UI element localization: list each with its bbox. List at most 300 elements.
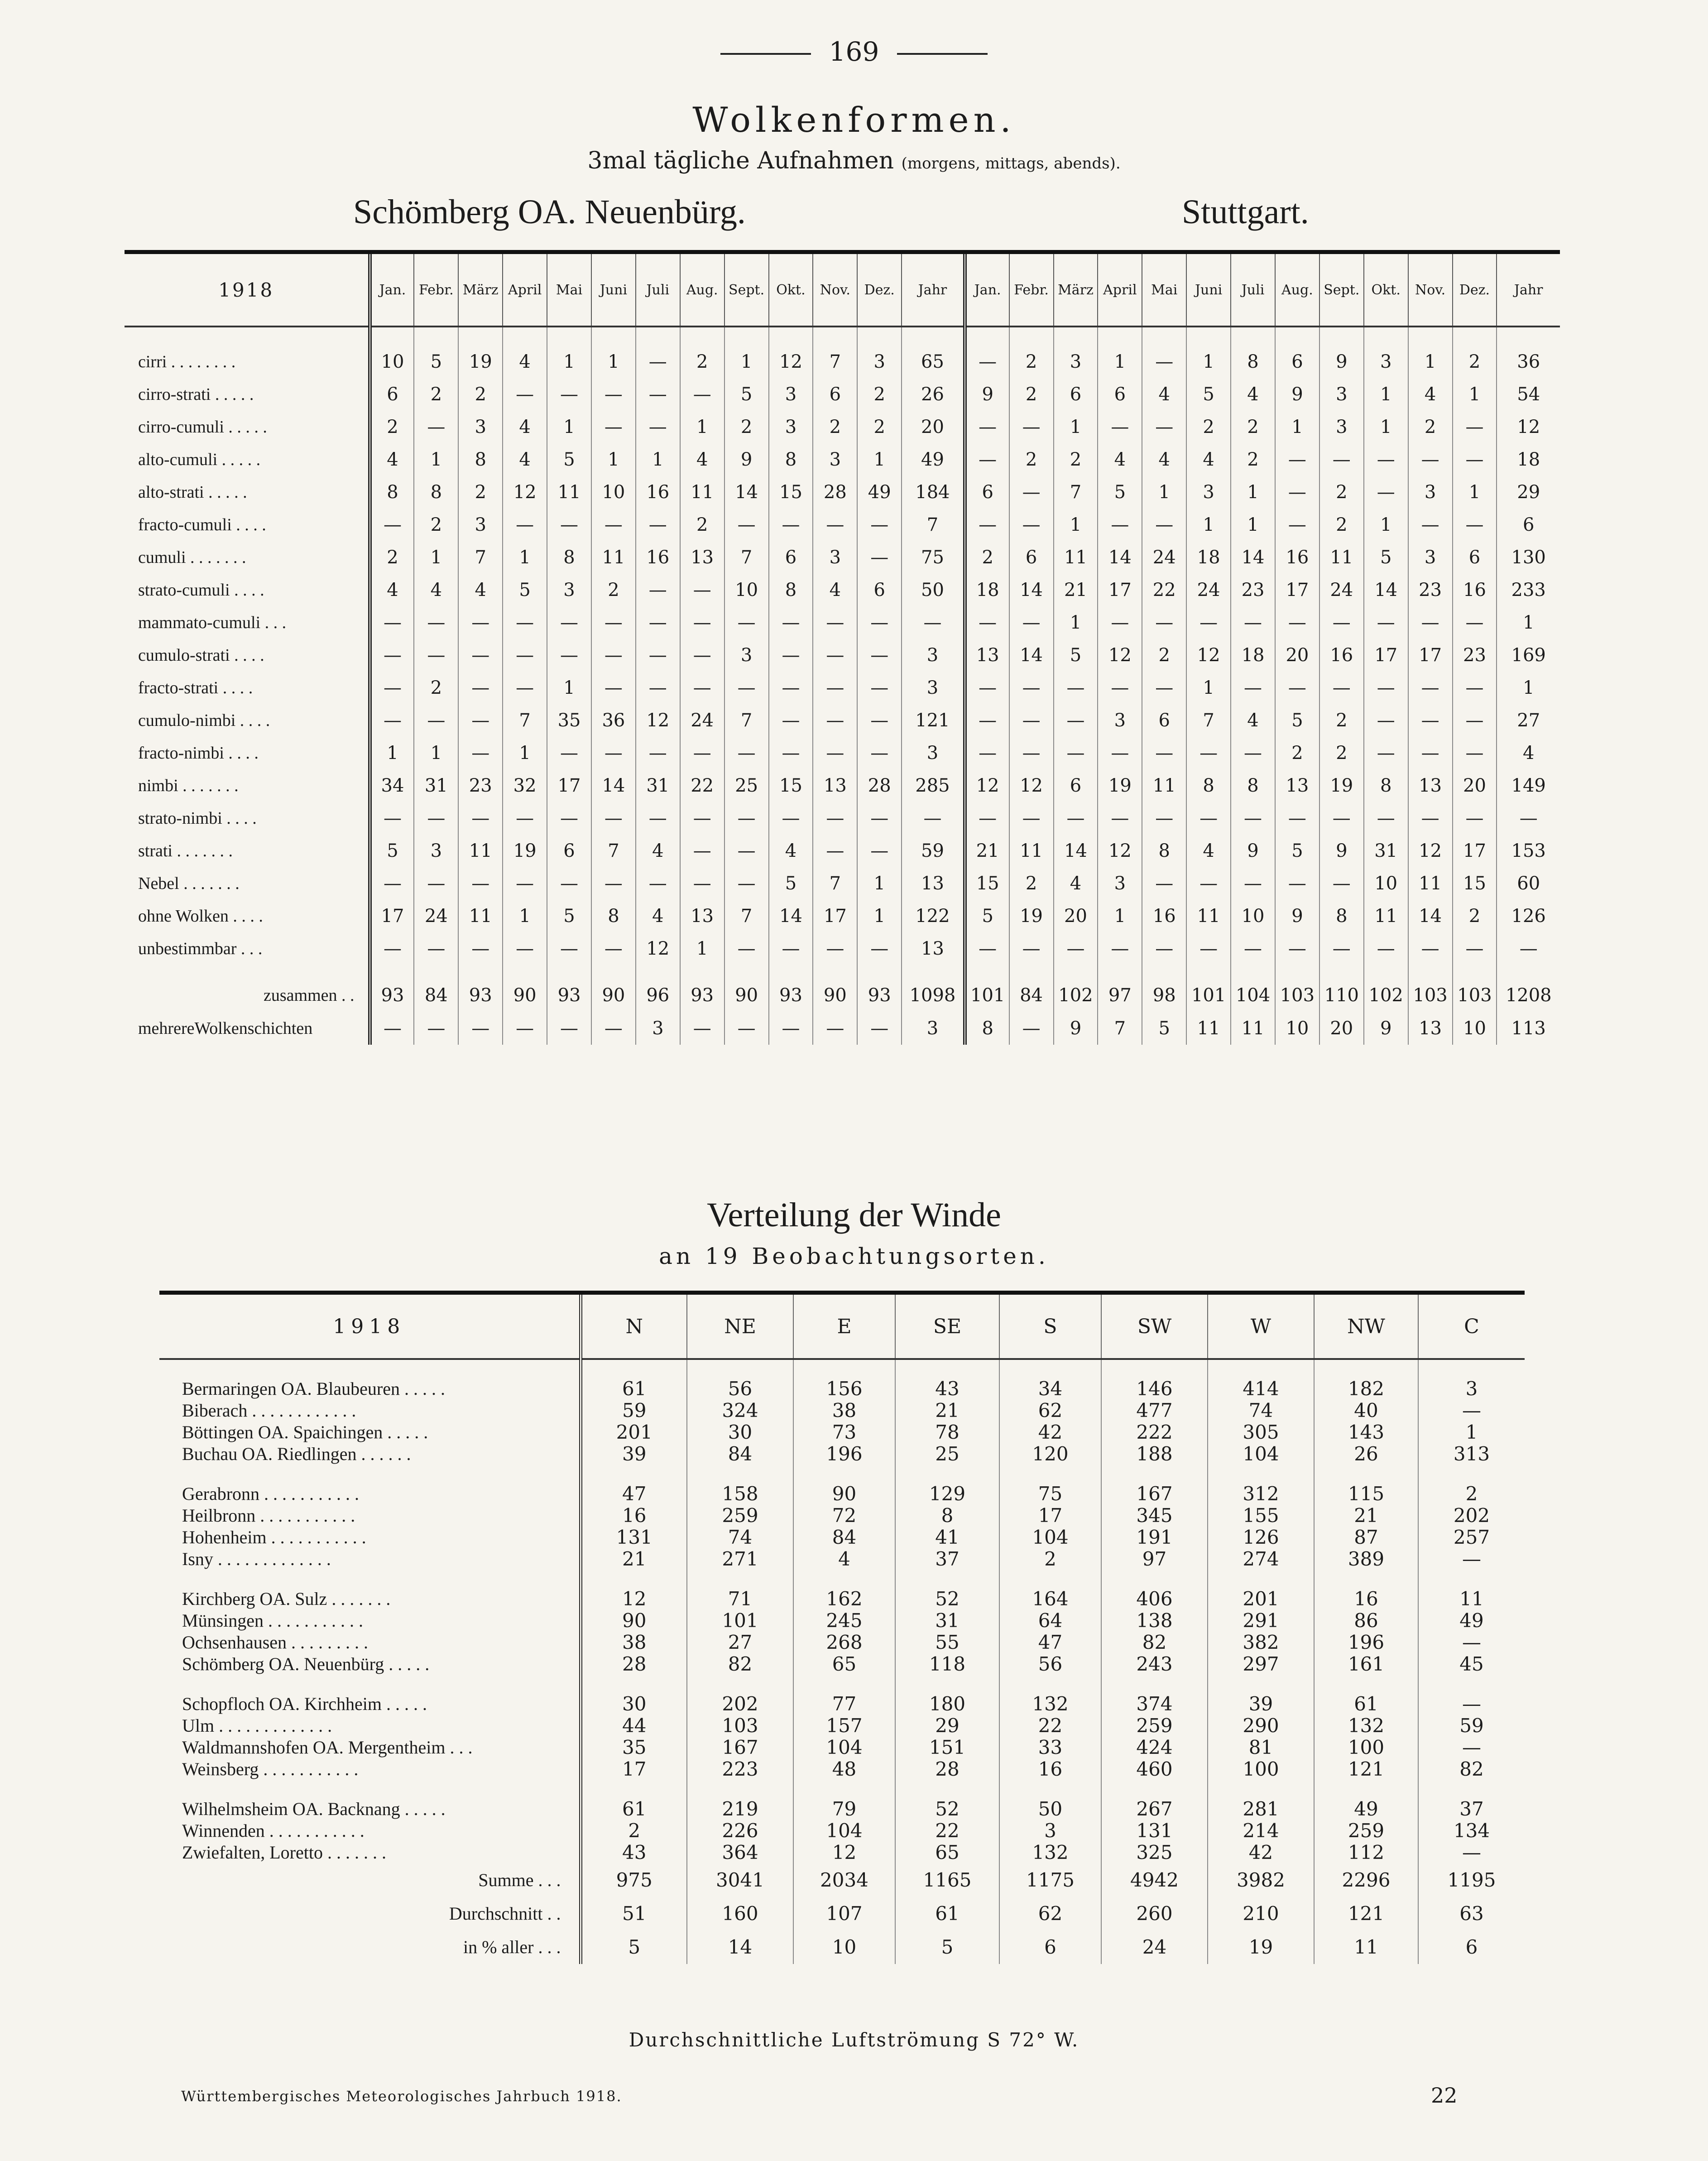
cloud-value-left: 4 bbox=[370, 443, 414, 476]
cloud-value-right: — bbox=[1319, 672, 1364, 704]
gap-cell bbox=[581, 1465, 687, 1483]
cloud-value-right: — bbox=[1453, 932, 1497, 965]
wind-count: 39 bbox=[581, 1443, 687, 1465]
cloud-value-left: 15 bbox=[769, 476, 813, 509]
station-name: Waldmannshofen OA. Mergentheim . . . bbox=[182, 1737, 473, 1758]
cloud-value-right: 1 bbox=[1275, 411, 1319, 443]
wind-count: 297 bbox=[1208, 1653, 1314, 1675]
wind-count: 61 bbox=[581, 1359, 687, 1400]
cloud-value-right: 113 bbox=[1497, 1012, 1560, 1045]
cloud-value-left: — bbox=[458, 639, 503, 672]
cloud-value-right: 103 bbox=[1453, 965, 1497, 1012]
station-row bbox=[159, 1758, 1525, 1780]
wind-count: 389 bbox=[1314, 1548, 1418, 1570]
cloud-value-left: — bbox=[636, 574, 680, 606]
cloud-value-left: 93 bbox=[680, 965, 724, 1012]
wind-count: 97 bbox=[1101, 1548, 1208, 1570]
wind-count: 151 bbox=[895, 1737, 999, 1758]
cloud-value-left: 2 bbox=[414, 509, 458, 541]
wind-count: 226 bbox=[687, 1820, 793, 1842]
cloud-value-left: — bbox=[458, 802, 503, 835]
cloud-value-left: 3 bbox=[769, 411, 813, 443]
cloud-value-right: 169 bbox=[1497, 639, 1560, 672]
cloud-value-left: 2 bbox=[857, 411, 902, 443]
cloud-value-right: — bbox=[1453, 802, 1497, 835]
cloud-value-right: — bbox=[965, 411, 1009, 443]
cloud-forms-header-row bbox=[125, 252, 1560, 327]
page-number-text: 169 bbox=[829, 36, 879, 67]
wind-count: 129 bbox=[895, 1483, 999, 1505]
cloud-value-left: 8 bbox=[370, 476, 414, 509]
wind-count: 8 bbox=[895, 1505, 999, 1527]
cloud-value-left: 96 bbox=[636, 965, 680, 1012]
cloud-value-left: — bbox=[503, 1012, 547, 1045]
wind-summary-value: 61 bbox=[895, 1897, 999, 1930]
cloud-value-right: 8 bbox=[965, 1012, 1009, 1045]
wind-summary-value: 6 bbox=[1418, 1930, 1525, 1964]
wind-direction-header: SW bbox=[1101, 1293, 1208, 1359]
cloud-value-left: — bbox=[724, 606, 769, 639]
cloud-value-right: 18 bbox=[1231, 639, 1275, 672]
wind-count: 157 bbox=[793, 1715, 895, 1737]
clouds-location-left: Schömberg OA. Neuenbürg. bbox=[353, 193, 746, 231]
cloud-value-right: — bbox=[1142, 867, 1186, 900]
wind-summary-value: 1165 bbox=[895, 1863, 999, 1897]
station-row bbox=[159, 1737, 1525, 1758]
cloud-value-left: — bbox=[680, 835, 724, 867]
cloud-value-right: 2 bbox=[1453, 327, 1497, 378]
wind-count: 47 bbox=[581, 1483, 687, 1505]
station-name: Gerabronn . . . . . . . . . . . bbox=[182, 1484, 360, 1504]
cloud-value-right: — bbox=[1009, 476, 1054, 509]
cloud-value-right: 2 bbox=[1408, 411, 1453, 443]
cloud-value-left: — bbox=[769, 932, 813, 965]
cloud-value-left: 7 bbox=[813, 867, 857, 900]
cloud-value-left: — bbox=[547, 1012, 591, 1045]
cloud-value-right: — bbox=[1054, 672, 1098, 704]
cloud-value-right: 6 bbox=[1142, 704, 1186, 737]
cloud-value-left: — bbox=[813, 802, 857, 835]
wind-count: 118 bbox=[895, 1653, 999, 1675]
winds-subtitle: an 19 Beobachtungsorten. bbox=[659, 1243, 1049, 1269]
wind-count: 312 bbox=[1208, 1483, 1314, 1505]
cloud-form-row bbox=[125, 443, 1560, 476]
gap-cell bbox=[1208, 1465, 1314, 1483]
cloud-value-right: 17 bbox=[1453, 835, 1497, 867]
cloud-value-left: 1 bbox=[547, 327, 591, 378]
cloud-value-right: 24 bbox=[1319, 574, 1364, 606]
cloud-value-left: 17 bbox=[813, 900, 857, 932]
cloud-value-left: 14 bbox=[769, 900, 813, 932]
cloud-value-left: 11 bbox=[458, 835, 503, 867]
wind-count: 78 bbox=[895, 1421, 999, 1443]
station-name: Ulm . . . . . . . . . . . . . bbox=[182, 1715, 332, 1736]
wind-count: 155 bbox=[1208, 1505, 1314, 1527]
cloud-value-left: 13 bbox=[902, 932, 965, 965]
cloud-value-left: — bbox=[857, 606, 902, 639]
cloud-form-label: cumulo-strati . . . . bbox=[138, 646, 264, 665]
cloud-form-row bbox=[125, 327, 1560, 378]
wind-count: 188 bbox=[1101, 1443, 1208, 1465]
cloud-form-row bbox=[125, 802, 1560, 835]
cloud-value-right: — bbox=[1364, 932, 1408, 965]
wind-summary-label: in % aller . . . bbox=[463, 1937, 561, 1957]
cloud-value-right: 103 bbox=[1275, 965, 1319, 1012]
cloud-value-left: 16 bbox=[636, 541, 680, 574]
cloud-value-left: 1 bbox=[414, 737, 458, 769]
cloud-value-left: 17 bbox=[547, 769, 591, 802]
gap-cell bbox=[1101, 1570, 1208, 1588]
cloud-value-left: 122 bbox=[902, 900, 965, 932]
cloud-value-left: — bbox=[370, 932, 414, 965]
cloud-value-left: — bbox=[503, 672, 547, 704]
cloud-value-left: 90 bbox=[591, 965, 636, 1012]
wind-count: 16 bbox=[999, 1758, 1101, 1780]
cloud-value-left: 5 bbox=[724, 378, 769, 411]
station-name: Böttingen OA. Spaichingen . . . . . bbox=[182, 1422, 428, 1442]
cloud-value-left: 1 bbox=[414, 443, 458, 476]
cloud-value-left: — bbox=[680, 867, 724, 900]
cloud-value-left: — bbox=[414, 867, 458, 900]
cloud-value-right: 7 bbox=[1098, 1012, 1142, 1045]
wind-count: 324 bbox=[687, 1400, 793, 1421]
cloud-value-right: 2 bbox=[1009, 378, 1054, 411]
wind-count: 120 bbox=[999, 1443, 1101, 1465]
cloud-value-left: 7 bbox=[724, 541, 769, 574]
cloud-value-left: — bbox=[680, 1012, 724, 1045]
wind-count: 21 bbox=[581, 1548, 687, 1570]
wind-count: 214 bbox=[1208, 1820, 1314, 1842]
cloud-value-left: — bbox=[857, 737, 902, 769]
month-header-left: Dez. bbox=[857, 252, 902, 327]
station-name: Bermaringen OA. Blaubeuren . . . . . bbox=[182, 1378, 445, 1399]
wind-direction-header: S bbox=[999, 1293, 1101, 1359]
cloud-value-right: 8 bbox=[1231, 327, 1275, 378]
cloud-value-left: 22 bbox=[680, 769, 724, 802]
cloud-value-right: — bbox=[1098, 737, 1142, 769]
wind-count: 34 bbox=[999, 1359, 1101, 1400]
station-row bbox=[159, 1610, 1525, 1632]
station-row bbox=[159, 1632, 1525, 1653]
cloud-value-left: 12 bbox=[636, 932, 680, 965]
cloud-value-left: 2 bbox=[370, 411, 414, 443]
cloud-value-left: — bbox=[724, 835, 769, 867]
cloud-value-left: 1 bbox=[857, 443, 902, 476]
cloud-value-left: 8 bbox=[591, 900, 636, 932]
wind-count: 305 bbox=[1208, 1421, 1314, 1443]
month-header-right: Nov. bbox=[1408, 252, 1453, 327]
cloud-value-right: 23 bbox=[1453, 639, 1497, 672]
cloud-form-row bbox=[125, 900, 1560, 932]
cloud-value-left: 7 bbox=[458, 541, 503, 574]
cloud-value-right: 3 bbox=[1098, 704, 1142, 737]
station-name: Buchau OA. Riedlingen . . . . . . bbox=[182, 1444, 411, 1464]
cloud-value-right: 1 bbox=[1098, 327, 1142, 378]
wind-count: 2 bbox=[999, 1548, 1101, 1570]
cloud-value-left: — bbox=[680, 737, 724, 769]
page-number bbox=[0, 36, 1708, 67]
cloud-value-left: 7 bbox=[724, 900, 769, 932]
wind-count: 167 bbox=[687, 1737, 793, 1758]
wind-count: 291 bbox=[1208, 1610, 1314, 1632]
cloud-value-left: — bbox=[547, 606, 591, 639]
cloud-form-label: nimbi . . . . . . . bbox=[138, 776, 239, 795]
cloud-value-left: 6 bbox=[769, 541, 813, 574]
cloud-value-left: — bbox=[902, 606, 965, 639]
wind-count: 201 bbox=[1208, 1588, 1314, 1610]
wind-count: 30 bbox=[581, 1693, 687, 1715]
cloud-value-left: 93 bbox=[769, 965, 813, 1012]
station-row bbox=[159, 1588, 1525, 1610]
wind-count: 281 bbox=[1208, 1798, 1314, 1820]
cloud-value-left: — bbox=[591, 672, 636, 704]
cloud-form-label: cirro-cumuli . . . . . bbox=[138, 418, 267, 437]
cloud-value-right: — bbox=[1142, 509, 1186, 541]
cloud-value-right: 13 bbox=[1408, 769, 1453, 802]
cloud-form-label: zusammen . . bbox=[264, 986, 355, 1005]
wind-summary-value: 260 bbox=[1101, 1897, 1208, 1930]
cloud-value-right: — bbox=[1231, 867, 1275, 900]
cloud-value-right: 7 bbox=[1054, 476, 1098, 509]
average-air-flow: Durchschnittliche Luftströmung S 72° W. bbox=[629, 2029, 1079, 2051]
cloud-value-right: 11 bbox=[1186, 1012, 1231, 1045]
cloud-value-left: 3 bbox=[547, 574, 591, 606]
cloud-value-right: 1 bbox=[1497, 606, 1560, 639]
wind-count: 84 bbox=[687, 1443, 793, 1465]
cloud-value-left: 7 bbox=[591, 835, 636, 867]
cloud-value-left: 35 bbox=[547, 704, 591, 737]
cloud-value-right: — bbox=[1275, 802, 1319, 835]
cloud-value-right: — bbox=[1319, 606, 1364, 639]
wind-count: — bbox=[1418, 1693, 1525, 1715]
month-header-left: Jahr bbox=[902, 252, 965, 327]
cloud-value-right: 1 bbox=[1098, 900, 1142, 932]
cloud-value-left: — bbox=[813, 835, 857, 867]
cloud-value-right: 110 bbox=[1319, 965, 1364, 1012]
cloud-value-right: 20 bbox=[1319, 1012, 1364, 1045]
cloud-value-left: 59 bbox=[902, 835, 965, 867]
cloud-value-left: — bbox=[370, 672, 414, 704]
cloud-value-right: 5 bbox=[965, 900, 1009, 932]
cloud-value-left: 93 bbox=[547, 965, 591, 1012]
cloud-value-right: — bbox=[1275, 672, 1319, 704]
cloud-value-left: 84 bbox=[414, 965, 458, 1012]
wind-count: 73 bbox=[793, 1421, 895, 1443]
month-header-left: Jan. bbox=[370, 252, 414, 327]
wind-count: 104 bbox=[999, 1527, 1101, 1548]
cloud-value-left: 28 bbox=[813, 476, 857, 509]
cloud-value-right: — bbox=[1364, 737, 1408, 769]
cloud-value-left: 8 bbox=[458, 443, 503, 476]
cloud-value-right: 20 bbox=[1054, 900, 1098, 932]
cloud-value-left: 12 bbox=[769, 327, 813, 378]
wind-count: 77 bbox=[793, 1693, 895, 1715]
month-header-right: Febr. bbox=[1009, 252, 1054, 327]
cloud-value-left: 4 bbox=[636, 835, 680, 867]
cloud-form-row bbox=[125, 606, 1560, 639]
cloud-value-right: 12 bbox=[1098, 835, 1142, 867]
cloud-value-right: 20 bbox=[1453, 769, 1497, 802]
cloud-value-right: — bbox=[1142, 672, 1186, 704]
wind-count: 3 bbox=[1418, 1359, 1525, 1400]
cloud-value-left: 5 bbox=[414, 327, 458, 378]
wind-count: 134 bbox=[1418, 1820, 1525, 1842]
cloud-value-left: 4 bbox=[680, 443, 724, 476]
cloud-value-left: — bbox=[769, 1012, 813, 1045]
cloud-value-left: 2 bbox=[414, 672, 458, 704]
cloud-value-right: 130 bbox=[1497, 541, 1560, 574]
cloud-value-left: 1 bbox=[547, 411, 591, 443]
wind-count: 101 bbox=[687, 1610, 793, 1632]
clouds-subtitle-main: 3mal tägliche Aufnahmen bbox=[587, 147, 894, 174]
wind-count: 132 bbox=[999, 1693, 1101, 1715]
cloud-value-right: 13 bbox=[965, 639, 1009, 672]
wind-summary-value: 51 bbox=[581, 1897, 687, 1930]
wind-count: 79 bbox=[793, 1798, 895, 1820]
cloud-value-right: — bbox=[965, 672, 1009, 704]
month-header-right: Juni bbox=[1186, 252, 1231, 327]
station-row bbox=[159, 1842, 1525, 1863]
wind-direction-header: NW bbox=[1314, 1293, 1418, 1359]
station-group-gap bbox=[159, 1465, 1525, 1483]
cloud-value-left: 3 bbox=[902, 737, 965, 769]
station-name: Weinsberg . . . . . . . . . . . bbox=[182, 1759, 359, 1779]
cloud-forms-year-header: 1918 bbox=[125, 252, 370, 327]
wind-count: 156 bbox=[793, 1359, 895, 1400]
cloud-value-left: — bbox=[636, 867, 680, 900]
cloud-value-right: — bbox=[1186, 737, 1231, 769]
wind-count: 65 bbox=[793, 1653, 895, 1675]
cloud-form-label: fracto-cumuli . . . . bbox=[138, 515, 266, 534]
wind-count: 259 bbox=[687, 1505, 793, 1527]
cloud-value-right: 3 bbox=[1098, 867, 1142, 900]
wind-count: 74 bbox=[1208, 1400, 1314, 1421]
cloud-value-left: — bbox=[724, 1012, 769, 1045]
cloud-value-right: — bbox=[1408, 606, 1453, 639]
cloud-value-right: 3 bbox=[1054, 327, 1098, 378]
cloud-value-right: 1 bbox=[1408, 327, 1453, 378]
cloud-value-left: — bbox=[724, 737, 769, 769]
cloud-value-left: — bbox=[503, 639, 547, 672]
station-row bbox=[159, 1653, 1525, 1675]
cloud-value-right: 4 bbox=[1054, 867, 1098, 900]
cloud-value-right: 19 bbox=[1009, 900, 1054, 932]
month-header-left: Okt. bbox=[769, 252, 813, 327]
cloud-value-right: 27 bbox=[1497, 704, 1560, 737]
cloud-value-right: — bbox=[1408, 443, 1453, 476]
cloud-value-right: — bbox=[1098, 802, 1142, 835]
wind-count: 82 bbox=[1101, 1632, 1208, 1653]
wind-count: 2 bbox=[581, 1820, 687, 1842]
cloud-value-left: 1 bbox=[414, 541, 458, 574]
cloud-value-left: 2 bbox=[458, 378, 503, 411]
cloud-value-right: 14 bbox=[1009, 574, 1054, 606]
cloud-value-right: 102 bbox=[1054, 965, 1098, 1012]
cloud-value-right: — bbox=[1186, 802, 1231, 835]
cloud-value-left: — bbox=[591, 411, 636, 443]
gap-cell bbox=[1314, 1780, 1418, 1798]
cloud-value-left: — bbox=[591, 932, 636, 965]
wind-count: 4 bbox=[793, 1548, 895, 1570]
cloud-value-right: 101 bbox=[965, 965, 1009, 1012]
gap-cell bbox=[1314, 1675, 1418, 1693]
cloud-value-right: — bbox=[1408, 737, 1453, 769]
cloud-value-left: 36 bbox=[591, 704, 636, 737]
wind-count: 313 bbox=[1418, 1443, 1525, 1465]
cloud-value-right: 4 bbox=[1142, 378, 1186, 411]
cloud-value-left: 11 bbox=[591, 541, 636, 574]
wind-count: 164 bbox=[999, 1588, 1101, 1610]
cloud-value-left: — bbox=[636, 509, 680, 541]
wind-count: 84 bbox=[793, 1527, 895, 1548]
cloud-value-left: 50 bbox=[902, 574, 965, 606]
gap-cell bbox=[793, 1780, 895, 1798]
cloud-value-left: 28 bbox=[857, 769, 902, 802]
cloud-value-left: — bbox=[414, 639, 458, 672]
cloud-value-left: 3 bbox=[724, 639, 769, 672]
cloud-value-right: 233 bbox=[1497, 574, 1560, 606]
cloud-value-right: — bbox=[1275, 606, 1319, 639]
cloud-value-left: 49 bbox=[902, 443, 965, 476]
cloud-value-left: 2 bbox=[370, 541, 414, 574]
cloud-value-left: — bbox=[414, 802, 458, 835]
wind-count: 424 bbox=[1101, 1737, 1208, 1758]
wind-count: — bbox=[1418, 1737, 1525, 1758]
cloud-value-right: 2 bbox=[1009, 327, 1054, 378]
cloud-value-right: 3 bbox=[1408, 476, 1453, 509]
cloud-value-left: 19 bbox=[458, 327, 503, 378]
cloud-value-left: 12 bbox=[503, 476, 547, 509]
cloud-value-left: 3 bbox=[902, 1012, 965, 1045]
gap-cell bbox=[793, 1675, 895, 1693]
cloud-value-right: — bbox=[1453, 411, 1497, 443]
month-header-right: Jan. bbox=[965, 252, 1009, 327]
cloud-value-right: — bbox=[1231, 672, 1275, 704]
cloud-value-left: — bbox=[414, 411, 458, 443]
cloud-value-right: 104 bbox=[1231, 965, 1275, 1012]
cloud-value-right: 6 bbox=[1054, 769, 1098, 802]
cloud-value-left: — bbox=[458, 867, 503, 900]
cloud-value-right: 6 bbox=[1009, 541, 1054, 574]
cloud-value-right: 16 bbox=[1275, 541, 1319, 574]
wind-count: 22 bbox=[999, 1715, 1101, 1737]
wind-count: 274 bbox=[1208, 1548, 1314, 1570]
cloud-value-right: 1 bbox=[1142, 476, 1186, 509]
wind-count: 72 bbox=[793, 1505, 895, 1527]
wind-count: — bbox=[1418, 1548, 1525, 1570]
cloud-form-row bbox=[125, 574, 1560, 606]
wind-summary-row bbox=[159, 1930, 1525, 1964]
wind-count: 82 bbox=[1418, 1758, 1525, 1780]
cloud-value-left: 13 bbox=[813, 769, 857, 802]
cloud-value-left: — bbox=[857, 835, 902, 867]
station-name: Heilbronn . . . . . . . . . . . bbox=[182, 1505, 355, 1526]
cloud-value-left: 4 bbox=[370, 574, 414, 606]
cloud-form-row bbox=[125, 476, 1560, 509]
cloud-value-right: 22 bbox=[1142, 574, 1186, 606]
cloud-value-right: — bbox=[1453, 606, 1497, 639]
cloud-value-left: — bbox=[458, 737, 503, 769]
cloud-value-left: 4 bbox=[769, 835, 813, 867]
cloud-value-left: 75 bbox=[902, 541, 965, 574]
cloud-value-right: — bbox=[1275, 443, 1319, 476]
gap-cell bbox=[687, 1675, 793, 1693]
wind-summary-value: 2296 bbox=[1314, 1863, 1418, 1897]
gap-cell bbox=[1314, 1465, 1418, 1483]
cloud-value-right: 11 bbox=[1009, 835, 1054, 867]
station-row bbox=[159, 1527, 1525, 1548]
wind-count: 22 bbox=[895, 1820, 999, 1842]
